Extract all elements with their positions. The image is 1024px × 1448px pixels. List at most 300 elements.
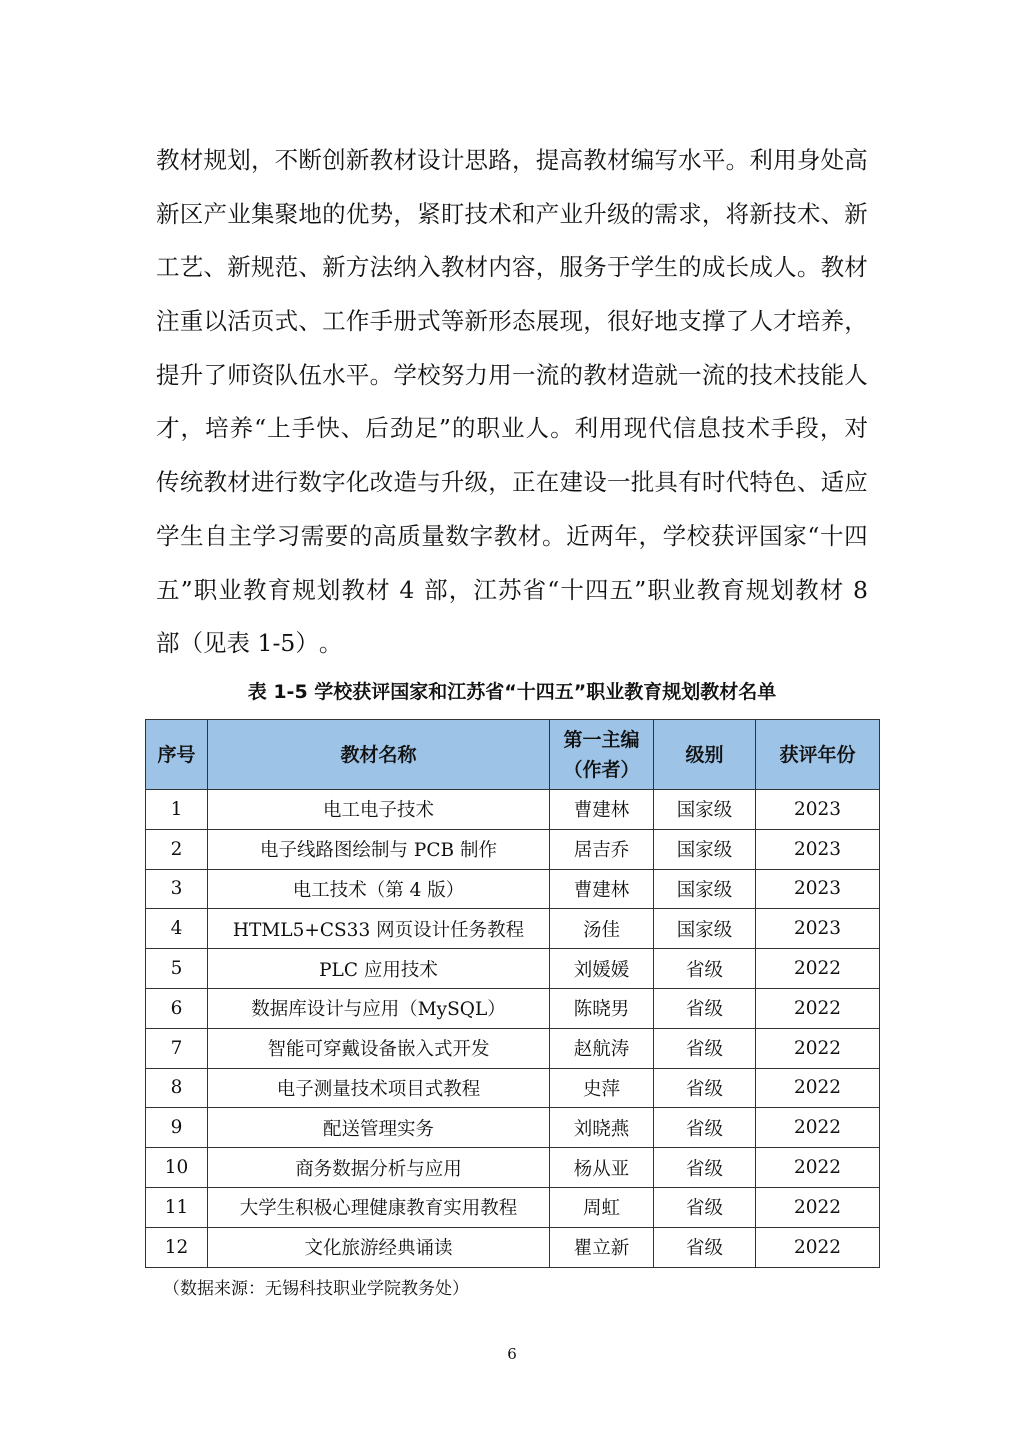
paragraph-char: 路: [488, 146, 512, 174]
paragraph-char: 统: [179, 468, 204, 497]
paragraph-char: 等: [440, 307, 465, 336]
paragraph-char: 在: [535, 468, 560, 497]
cell-editor: 曹建林: [550, 869, 654, 909]
cell-level: 省级: [654, 1108, 756, 1148]
paragraph-char: 支: [678, 307, 702, 336]
paragraph-char: 表: [226, 629, 250, 658]
paragraph-char: 产: [203, 199, 227, 228]
paragraph-char: ”: [180, 575, 193, 604]
cell-index: 7: [146, 1028, 208, 1068]
paragraph-char: 教: [243, 575, 267, 604]
cell-index: 4: [146, 909, 208, 949]
paragraph-char: 正: [512, 468, 536, 497]
paragraph-char: [415, 564, 422, 618]
paragraph-line: [156, 134, 868, 188]
paragraph-char: 教: [583, 360, 607, 389]
paragraph-char: ，: [512, 146, 536, 174]
paragraph-char: 人: [749, 307, 773, 336]
paragraph-char: 字: [322, 468, 346, 497]
paragraph-char: 新: [749, 199, 773, 228]
paragraph-char: 教: [493, 521, 518, 550]
paragraph-char: 一: [606, 468, 631, 497]
header-level: 级别: [654, 720, 756, 790]
paragraph-char: 撑: [701, 307, 726, 336]
paragraph-char: 。: [796, 253, 821, 282]
paragraph-char: 用: [773, 146, 797, 174]
paragraph-char: 资: [250, 360, 275, 389]
paragraph-char: 术: [746, 414, 770, 443]
paragraph-char: 业: [227, 199, 251, 228]
paragraph-char: 才: [156, 414, 180, 443]
paragraph-char: 年: [614, 521, 638, 550]
table-row: [146, 1148, 880, 1188]
table-header-row: [146, 720, 880, 790]
paragraph-char: 集: [250, 199, 275, 228]
cell-year: 2023: [756, 829, 880, 869]
paragraph-char: 产: [535, 199, 560, 228]
paragraph-char: 。: [318, 629, 343, 658]
cell-year: 2022: [756, 1227, 880, 1267]
paragraph-char: 作: [345, 307, 370, 336]
table-row: [146, 1227, 880, 1267]
paragraph-char: 手: [369, 307, 394, 336]
paragraph-char: 学: [630, 253, 655, 282]
paragraph-char: 校: [417, 360, 441, 389]
paragraph-char: 处: [820, 146, 845, 174]
cell-index: 9: [146, 1108, 208, 1148]
paragraph-char: 设: [583, 468, 607, 497]
paragraph-line: [156, 188, 868, 242]
paragraph-char: 校: [686, 521, 711, 550]
cell-index: 3: [146, 869, 208, 909]
paragraph-char: ”: [438, 414, 451, 443]
paragraph-char: [391, 564, 398, 618]
paragraph-char: 势: [369, 199, 394, 228]
paragraph-char: 进: [250, 468, 275, 497]
paragraph-char: 。: [550, 414, 574, 443]
paragraph-char: 获: [710, 521, 735, 550]
paragraph-char: ，: [488, 468, 512, 497]
paragraph-char: 的: [630, 199, 655, 228]
paragraph-char: 材: [606, 360, 631, 389]
paragraph-char: 现: [623, 414, 648, 443]
paragraph-char: 将: [725, 199, 750, 228]
cell-level: 省级: [654, 1028, 756, 1068]
paragraph-char: 4: [399, 575, 415, 604]
paragraph-char: 习: [276, 521, 301, 550]
paragraph-char: 用: [488, 360, 512, 389]
cell-name: 电子测量技术项目式教程: [208, 1068, 550, 1108]
paragraph-char: 伍: [298, 360, 322, 389]
cell-editor: 赵航涛: [550, 1028, 654, 1068]
paragraph-char: 材: [179, 146, 204, 174]
cell-name: 电子线路图绘制与 PCB 制作: [208, 829, 550, 869]
paragraph-char: 册: [393, 307, 417, 336]
paragraph-char: 的: [349, 521, 373, 550]
paragraph-char: 的: [322, 199, 346, 228]
paragraph-char: 国: [759, 521, 783, 550]
paragraph-char: “: [547, 575, 560, 604]
paragraph-char: 服: [559, 253, 583, 282]
paragraph-char: 教: [369, 146, 394, 174]
paragraph-char: 的: [559, 360, 583, 389]
table-row: [146, 869, 880, 909]
cell-editor: 陈晓男: [550, 988, 654, 1028]
paragraph-char: 育: [267, 575, 292, 604]
paragraph-char: 的: [678, 253, 702, 282]
cell-level: 省级: [654, 988, 756, 1028]
paragraph-char: 十: [560, 575, 584, 604]
paragraph-char: 地: [298, 199, 322, 228]
cell-name: 文化旅游经典诵读: [208, 1227, 550, 1267]
paragraph-char: 养: [820, 307, 845, 336]
paragraph-char: ）: [295, 629, 319, 658]
paragraph-char: 信: [672, 414, 697, 443]
paragraph-char: 新: [156, 199, 180, 228]
paragraph-char: 。: [542, 521, 566, 550]
cell-editor: 曹建林: [550, 790, 654, 830]
paragraph-char: 优: [345, 199, 370, 228]
paragraph-char: 工: [322, 307, 346, 336]
paragraph-line: [156, 510, 868, 564]
paragraph-line: [156, 349, 868, 403]
paragraph-char: 长: [725, 253, 750, 282]
table-row: [146, 1068, 880, 1108]
paragraph-char: 教: [440, 253, 465, 282]
paragraph-char: 高: [559, 146, 583, 174]
paragraph-char: 业: [559, 199, 583, 228]
paragraph-line: [156, 402, 868, 456]
paragraph-char: ，: [819, 414, 844, 443]
paragraph-char: 、: [796, 468, 821, 497]
paragraph-char: 以: [203, 307, 227, 336]
paragraph-char: 设: [417, 146, 441, 174]
cell-year: 2023: [756, 869, 880, 909]
paragraph-char: 新: [844, 199, 868, 228]
cell-level: 国家级: [654, 829, 756, 869]
paragraph-char: 、: [298, 253, 322, 282]
cell-year: 2022: [756, 1068, 880, 1108]
paragraph-char: 重: [179, 307, 204, 336]
paragraph-char: 求: [678, 199, 702, 228]
cell-year: 2022: [756, 1028, 880, 1068]
header-editor: [550, 720, 654, 790]
paragraph-char: 材: [464, 253, 489, 282]
cell-level: 省级: [654, 1227, 756, 1267]
paragraph-char: 量: [421, 521, 445, 550]
paragraph-char: 造: [393, 468, 417, 497]
paragraph-char: 平: [345, 360, 370, 389]
cell-level: 国家级: [654, 869, 756, 909]
paragraph-char: 写: [654, 146, 678, 174]
paragraph-char: 息: [697, 414, 721, 443]
paragraph-char: 流: [701, 360, 726, 389]
paragraph-char: ，: [583, 307, 607, 336]
cell-name: 智能可穿戴设备嵌入式开发: [208, 1028, 550, 1068]
paragraph-char: 教: [341, 575, 366, 604]
cell-name: 大学生积极心理健康教育实用教程: [208, 1187, 550, 1227]
table-row: [146, 829, 880, 869]
paragraph-line: [156, 456, 868, 510]
paragraph-char: 规: [292, 575, 316, 604]
paragraph-char: 规: [745, 575, 770, 604]
paragraph-char: 师: [227, 360, 251, 389]
paragraph-char: “: [807, 521, 820, 550]
paragraph-char: 现: [559, 307, 583, 336]
paragraph-char: 注: [156, 307, 180, 336]
paragraph-char: 。: [369, 360, 394, 389]
paragraph-char: 学: [252, 521, 276, 550]
paragraph-char: 职: [476, 414, 500, 443]
paragraph-char: 具: [654, 468, 678, 497]
paragraph-char: 8: [852, 575, 868, 604]
paragraph-char: 人: [844, 360, 868, 389]
paragraph-char: 内: [488, 253, 512, 282]
paragraph-char: 术: [488, 199, 512, 228]
cell-year: 2022: [756, 988, 880, 1028]
table-row: [146, 949, 880, 989]
paragraph-char: 教: [156, 146, 180, 174]
paragraph-char: -: [272, 629, 281, 658]
paragraph-char: 纳: [393, 253, 417, 282]
paragraph-char: 才: [773, 307, 797, 336]
paragraph-char: 就: [654, 360, 678, 389]
cell-year: 2023: [756, 790, 880, 830]
paragraph-char: 、: [820, 199, 845, 228]
paragraph-char: 了: [203, 360, 227, 389]
paragraph-char: 一: [512, 360, 536, 389]
paragraph-char: 、: [340, 414, 365, 443]
paragraph-char: ，: [393, 199, 417, 228]
paragraph-char: 技: [773, 199, 797, 228]
header-editor-line2: （作者）: [563, 758, 640, 781]
paragraph-char: 的: [725, 360, 750, 389]
paragraph-char: 四: [584, 575, 609, 604]
paragraph-char: 需: [654, 199, 678, 228]
paragraph-char: 苏: [497, 575, 522, 604]
paragraph-char: 改: [369, 468, 394, 497]
paragraph-char: 教: [203, 468, 227, 497]
cell-index: 6: [146, 988, 208, 1028]
paragraph-char: 十: [820, 521, 844, 550]
paragraph-char: 升: [179, 360, 204, 389]
paragraph-char: 紧: [417, 199, 441, 228]
table-row: [146, 909, 880, 949]
paragraph-char: 、: [203, 253, 227, 282]
paragraph-char: 用: [599, 414, 623, 443]
paragraph-char: 手: [291, 414, 316, 443]
paragraph-char: 工: [156, 253, 180, 282]
paragraph-char: 聚: [274, 199, 299, 228]
paragraph-char: 建: [559, 468, 583, 497]
paragraph-char: 思: [464, 146, 489, 174]
cell-year: 2022: [756, 949, 880, 989]
paragraph-char: 劲: [389, 414, 414, 443]
cell-name: HTML5+CS33 网页设计任务教程: [208, 909, 550, 949]
paragraph-char: 自: [204, 521, 228, 550]
paragraph-char: 新: [345, 146, 370, 174]
cell-level: 省级: [654, 949, 756, 989]
paragraph-char: 业: [671, 575, 696, 604]
paragraph-char: 和: [512, 199, 536, 228]
header-name: 教材名称: [208, 720, 550, 790]
paragraph-char: 盯: [440, 199, 465, 228]
cell-index: 8: [146, 1068, 208, 1108]
cell-editor: 瞿立新: [550, 1227, 654, 1267]
table-row: [146, 1187, 880, 1227]
paragraph-char: 家: [783, 521, 807, 550]
paragraph-char: 材: [366, 575, 390, 604]
paragraph-char: 入: [417, 253, 441, 282]
paragraph-char: 色: [773, 468, 797, 497]
paragraph-char: 规: [203, 146, 227, 174]
table-row: [146, 1028, 880, 1068]
paragraph-char: 与: [417, 468, 441, 497]
paragraph-char: 生: [654, 253, 678, 282]
paragraph-char: 新: [322, 253, 346, 282]
paragraph-char: 育: [721, 575, 745, 604]
paragraph-char: 职: [647, 575, 671, 604]
paragraph-char: 利: [574, 414, 599, 443]
paragraph-char: 升: [440, 468, 465, 497]
paragraph-char: 业: [501, 414, 525, 443]
header-editor-line1: 第一主编: [563, 728, 640, 751]
paragraph-char: 职: [193, 575, 218, 604]
paragraph-char: 页: [250, 307, 275, 336]
cell-name: 商务数据分析与应用: [208, 1148, 550, 1188]
body-paragraph: [156, 134, 868, 671]
paragraph-char: 展: [535, 307, 560, 336]
paragraph-char: 技: [464, 199, 489, 228]
paragraph-char: ，: [180, 414, 205, 443]
cell-editor: 周虹: [550, 1187, 654, 1227]
paragraph-char: 主: [228, 521, 252, 550]
paragraph-char: 特: [749, 468, 773, 497]
paragraph-char: 队: [274, 360, 299, 389]
cell-editor: 刘媛媛: [550, 949, 654, 989]
paragraph-char: 务: [583, 253, 607, 282]
paragraph-char: 足: [414, 414, 438, 443]
paragraph-char: 学: [662, 521, 687, 550]
paragraph-char: 计: [440, 146, 465, 174]
paragraph-char: 式: [417, 307, 441, 336]
paragraph-char: 部: [424, 575, 448, 604]
paragraph-char: 批: [630, 468, 655, 497]
paragraph-char: 创: [322, 146, 346, 174]
cell-index: 5: [146, 949, 208, 989]
paragraph-char: 代: [648, 414, 672, 443]
paragraph-char: 新: [464, 307, 489, 336]
cell-editor: 居吉乔: [550, 829, 654, 869]
paragraph-char: 成: [749, 253, 773, 282]
paragraph-char: 于: [606, 253, 631, 282]
paragraph-line: [156, 295, 868, 349]
paragraph-char: 划: [770, 575, 794, 604]
paragraph-char: 级: [606, 199, 631, 228]
paragraph-char: 人: [773, 253, 797, 282]
paragraph-char: 五: [609, 575, 634, 604]
paragraph-char: 有: [678, 468, 702, 497]
paragraph-char: 教: [820, 253, 845, 282]
paragraph-char: 教: [795, 575, 819, 604]
paragraph-char: 学: [156, 521, 180, 550]
paragraph-char: 教: [583, 146, 607, 174]
paragraph-char: 四: [844, 521, 868, 550]
table-caption: 表 1-5 学校获评国家和江苏省“十四五”职业教育规划教材名单: [247, 681, 777, 703]
cell-index: 2: [146, 829, 208, 869]
paragraph-char: 五: [156, 575, 180, 604]
paragraph-line: [156, 241, 868, 295]
paragraph-char: 适: [820, 468, 845, 497]
cell-year: 2023: [756, 909, 880, 949]
paragraph-char: “: [254, 414, 267, 443]
paragraph-char: 材: [844, 253, 868, 282]
paragraph-char: 水: [322, 360, 346, 389]
paragraph-char: 数: [445, 521, 469, 550]
paragraph-char: 对: [844, 414, 868, 443]
paragraph-char: 升: [583, 199, 607, 228]
cell-editor: 汤佳: [550, 909, 654, 949]
paragraph-char: 活: [227, 307, 251, 336]
paragraph-char: 平: [701, 146, 726, 174]
paragraph-char: 术: [796, 199, 821, 228]
cell-year: 2022: [756, 1108, 880, 1148]
paragraph-char: 培: [796, 307, 821, 336]
paragraph-char: 好: [630, 307, 655, 336]
paragraph-char: 后: [365, 414, 389, 443]
paragraph-char: 能: [820, 360, 845, 389]
cell-name: 配送管理实务: [208, 1108, 550, 1148]
paragraph-char: 培: [205, 414, 229, 443]
paragraph-char: 力: [464, 360, 489, 389]
cell-name: 电工技术（第 4 版）: [208, 869, 550, 909]
paragraph-char: 业: [218, 575, 242, 604]
table-row: [146, 790, 880, 830]
paragraph-char: 近: [566, 521, 590, 550]
paragraph-char: 流: [535, 360, 560, 389]
paragraph-char: 见: [203, 629, 227, 658]
paragraph-char: （: [179, 629, 203, 658]
cell-level: 国家级: [654, 790, 756, 830]
cell-editor: 杨从亚: [550, 1148, 654, 1188]
paragraph-char: 形: [488, 307, 512, 336]
paragraph-char: 范: [274, 253, 299, 282]
paragraph-char: 技: [749, 360, 773, 389]
cell-name: PLC 应用技术: [208, 949, 550, 989]
paragraph-char: 5: [280, 629, 296, 658]
paragraph-line: [156, 564, 868, 618]
paragraph-char: 材: [227, 468, 251, 497]
paragraph-char: 1: [257, 629, 273, 658]
paragraph-char: ，: [638, 521, 662, 550]
paragraph-char: ，: [448, 575, 473, 604]
header-year: 获评年份: [756, 720, 880, 790]
paragraph-char: 教: [696, 575, 721, 604]
cell-name: 数据库设计与应用（MySQL）: [208, 988, 550, 1028]
cell-name: 电工电子技术: [208, 790, 550, 830]
paragraph-char: 生: [180, 521, 204, 550]
textbook-table: [145, 719, 880, 1268]
paragraph-char: 代: [725, 468, 750, 497]
paragraph-char: 式: [274, 307, 299, 336]
paragraph-char: 的: [451, 414, 476, 443]
paragraph-char: 手: [770, 414, 795, 443]
paragraph-char: 学: [393, 360, 417, 389]
paragraph-char: 方: [345, 253, 370, 282]
paragraph-char: ，: [701, 199, 726, 228]
paragraph-char: 数: [298, 468, 322, 497]
paragraph-char: 需: [300, 521, 325, 550]
